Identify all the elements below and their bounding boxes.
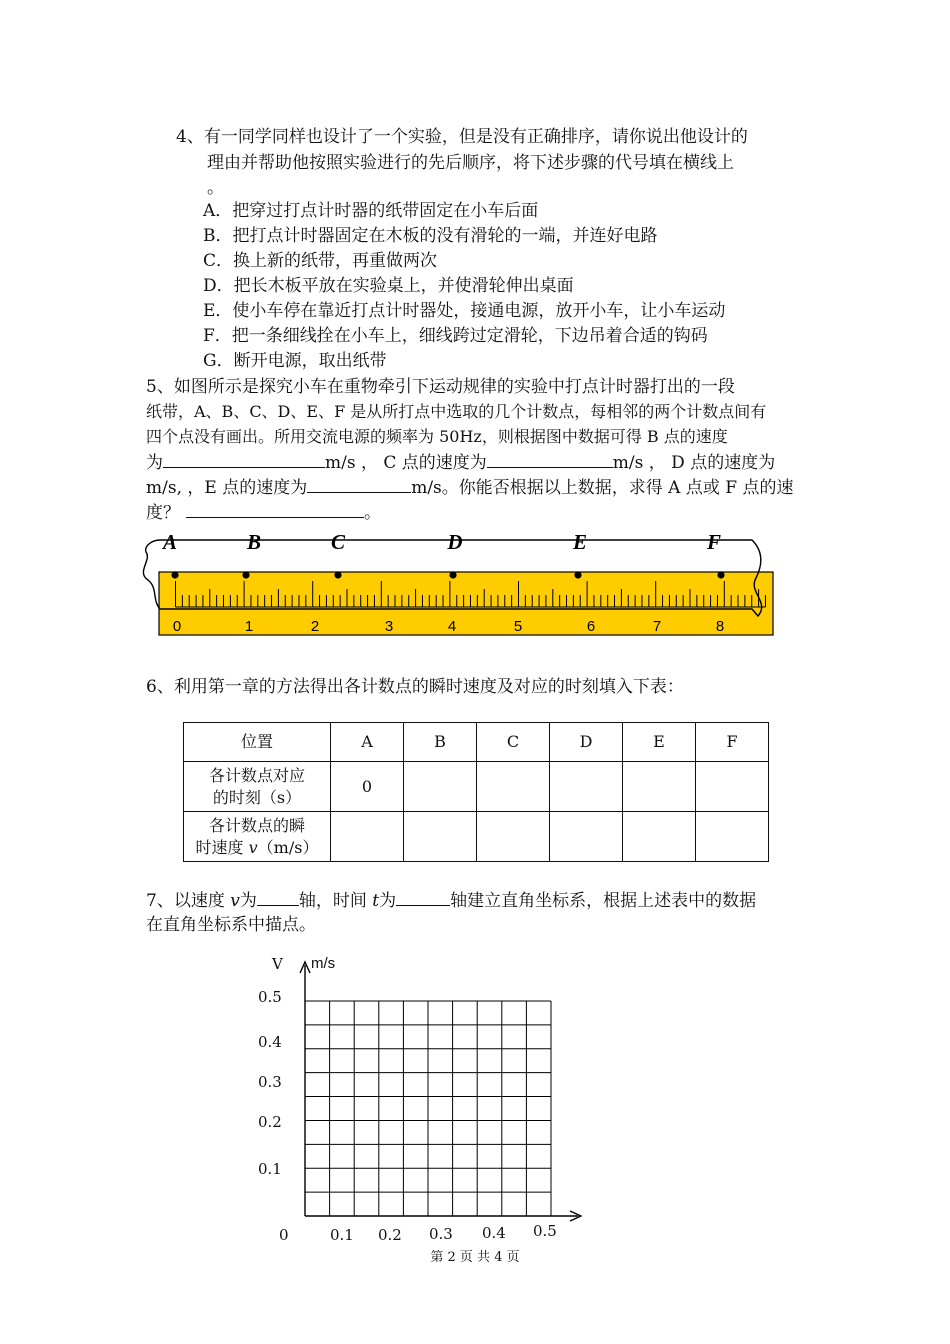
q7-text: 为 <box>239 891 257 911</box>
ruler-number: 2 <box>310 618 320 635</box>
answer-blank-v-axis[interactable] <box>257 889 299 906</box>
count-point-label: F <box>706 530 722 554</box>
table-cell[interactable] <box>331 812 404 862</box>
row-label-text: 各计数点对应 <box>208 765 305 785</box>
ruler-number: 4 <box>447 618 457 635</box>
count-point-dot <box>449 571 456 578</box>
q7-text: 轴，时间 <box>298 891 373 911</box>
table-row <box>184 762 769 812</box>
row-label-text: 的时刻（s） <box>212 787 302 807</box>
table-header-row <box>184 723 769 762</box>
q4-step-c: C．换上新的纸带，再重做两次 <box>203 251 438 271</box>
count-point-dot <box>242 571 249 578</box>
q5-line-3: 四个点没有画出。所用交流电源的频率为 50Hz，则根据图中数据可得 B 点的速度 <box>146 427 728 446</box>
y-tick-label: 0.4 <box>258 1033 282 1051</box>
table-cell[interactable] <box>404 812 477 862</box>
q4-line-1: 4、有一同学同样也设计了一个实验，但是没有正确排序，请你说出他设计的 <box>176 127 748 147</box>
ruler-number: 8 <box>715 618 725 635</box>
data-table <box>183 722 769 862</box>
x-tick-label: 0.2 <box>378 1226 402 1244</box>
table-cell[interactable] <box>550 762 623 812</box>
count-point-dot <box>171 571 178 578</box>
table-header-cell: C <box>477 723 550 762</box>
table-header-cell: D <box>550 723 623 762</box>
q5-text: m/s。你能否根据以上数据，求得 A 点或 F 点的速 <box>411 478 794 498</box>
table-cell[interactable] <box>477 762 550 812</box>
row-label-text: 各计数点的瞬 <box>208 815 305 835</box>
count-point-dot <box>334 571 341 578</box>
table-cell[interactable] <box>623 812 696 862</box>
x-tick-label: 0.5 <box>533 1222 557 1240</box>
ruler-number: 6 <box>586 618 596 635</box>
answer-blank-t-axis[interactable] <box>396 889 450 906</box>
q7-var-v: v <box>230 891 240 911</box>
row-label-var: v <box>248 837 258 857</box>
q4-step-b: B．把打点计时器固定在木板的没有滑轮的一端，并连好电路 <box>203 226 658 246</box>
count-point-label: A <box>162 530 178 554</box>
y-tick-label: 0.2 <box>258 1113 282 1131</box>
y-tick-label: 0.1 <box>258 1160 282 1178</box>
q7-line-1 <box>146 889 756 912</box>
table-row <box>184 812 769 862</box>
table-header-cell: F <box>696 723 769 762</box>
q4-step-a: A．把穿过打点计时器的纸带固定在小车后面 <box>203 201 539 221</box>
q5-text: 度？ <box>146 503 180 523</box>
table-cell[interactable]: 0 <box>331 762 404 812</box>
point-labels <box>161 530 721 554</box>
table-header-cell: A <box>331 723 404 762</box>
q6-text: 6、利用第一章的方法得出各计数点的瞬时速度及对应的时刻填入下表： <box>146 677 684 697</box>
q4-step-d: D．把长木板平放在实验桌上，并使滑轮伸出桌面 <box>203 276 574 296</box>
x-tick-label: 0.1 <box>330 1226 354 1244</box>
q7-line-2: 在直角坐标系中描点。 <box>146 915 316 935</box>
graph-grid <box>305 1001 551 1216</box>
row-label-part: 时速度 <box>195 837 249 857</box>
q5-line-2: 纸带，A、B、C、D、E、F 是从所打点中选取的几个计数点，每相邻的两个计数点间有 <box>146 402 767 421</box>
table-cell[interactable] <box>477 812 550 862</box>
q5-text: m/s, ，E 点的速度为 <box>146 478 308 498</box>
table-cell[interactable] <box>623 762 696 812</box>
table-cell[interactable] <box>550 812 623 862</box>
ruler-number: 7 <box>652 618 662 635</box>
page-footer: 第 2 页 共 4 页 <box>430 1250 520 1265</box>
count-point-label: D <box>447 530 463 554</box>
table-header-cell: B <box>404 723 477 762</box>
y-axis-letter: V <box>272 955 283 973</box>
q5-line-1: 5、如图所示是探究小车在重物牵引下运动规律的实验中打点计时器打出的一段 <box>146 377 735 397</box>
count-point-dot <box>717 571 724 578</box>
q4-step-g: G．断开电源，取出纸带 <box>203 351 387 371</box>
table-header-cell: 位置 <box>184 723 331 762</box>
count-point-label: B <box>246 530 262 554</box>
row-label-text <box>184 837 330 859</box>
y-tick-label: 0.3 <box>258 1073 282 1091</box>
count-point-label: C <box>330 530 346 554</box>
q5-text: m/s ， C 点的速度为 <box>325 453 487 473</box>
count-point-dot <box>574 571 581 578</box>
q7-text: 7、以速度 <box>146 891 231 911</box>
x-tick-label: 0.3 <box>429 1225 453 1243</box>
row-label-velocity <box>184 812 331 862</box>
ruler-number: 5 <box>513 618 523 635</box>
q4-line-3: 。 <box>207 178 224 198</box>
row-label-part: （m/s） <box>257 837 319 857</box>
q5-text: 。 <box>364 503 381 523</box>
q7-text: 为 <box>379 891 397 911</box>
q4-step-f: F．把一条细线拴在小车上，细线跨过定滑轮，下边吊着合适的钩码 <box>203 326 708 346</box>
q5-text: m/s ， D 点的速度为 <box>612 453 776 473</box>
origin-label: 0 <box>279 1226 289 1244</box>
y-axis-unit: m/s <box>311 955 336 972</box>
q4-line-2: 理由并帮助他按照实验进行的先后顺序，将下述步骤的代号填在横线上 <box>207 153 734 173</box>
q4-step-e: E．使小车停在靠近打点计时器处，接通电源，放开小车，让小车运动 <box>203 301 726 321</box>
x-tick-label: 0.4 <box>482 1224 506 1242</box>
ruler-number: 1 <box>244 618 254 635</box>
table-header-cell: E <box>623 723 696 762</box>
q7-var-t: t <box>372 891 380 911</box>
row-label-time <box>184 762 331 812</box>
count-point-label: E <box>572 530 588 554</box>
ruler-number: 3 <box>384 618 394 635</box>
y-tick-label: 0.5 <box>258 988 282 1006</box>
q5-text: 为 <box>146 453 163 473</box>
q7-text: 轴建立直角坐标系，根据上述表中的数据 <box>450 891 757 911</box>
ruler-number: 0 <box>172 618 182 635</box>
table-cell[interactable] <box>404 762 477 812</box>
table-cell[interactable] <box>696 812 769 862</box>
table-cell[interactable] <box>696 762 769 812</box>
